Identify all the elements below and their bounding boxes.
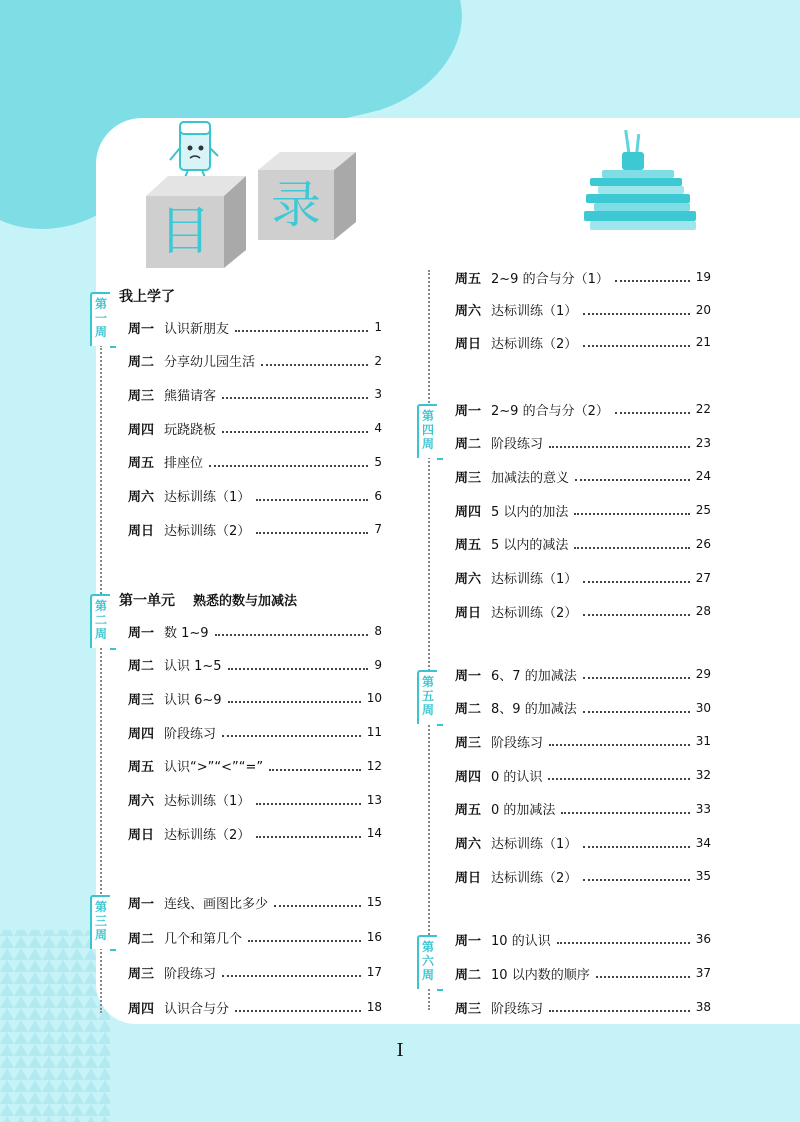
- toc-entry[interactable]: [455, 730, 711, 752]
- leader-dots: [583, 345, 689, 347]
- leader-dots: [549, 446, 690, 448]
- entry-page-number: 28: [695, 604, 711, 619]
- entry-title: 达标训练（2）: [491, 605, 578, 621]
- leader-dots: [583, 313, 689, 315]
- entry-day: 周三: [128, 966, 155, 982]
- section-title-2: [119, 590, 297, 610]
- leader-dots: [222, 735, 361, 737]
- entry-title: 玩跷跷板: [164, 422, 217, 438]
- entry-page-number: 27: [695, 570, 711, 585]
- heading-char-2: 录: [271, 176, 321, 234]
- entry-title: 几个和第几个: [164, 931, 243, 947]
- leader-dots: [549, 1010, 690, 1012]
- entry-page-number: 31: [695, 734, 711, 749]
- leader-dots: [215, 634, 369, 636]
- leader-dots: [256, 532, 368, 534]
- week-tab-1: 第一周: [90, 292, 110, 346]
- leader-dots: [583, 581, 689, 583]
- entry-page-number: 24: [695, 469, 711, 484]
- entry-page-number: 33: [695, 801, 711, 816]
- leader-dots: [235, 1010, 361, 1012]
- entry-day: 周三: [455, 735, 482, 751]
- entry-day: 周六: [128, 794, 155, 809]
- entry-page-number: 9: [374, 657, 382, 672]
- entry-title: 0 的认识: [491, 769, 543, 785]
- toc-entry[interactable]: [128, 485, 382, 507]
- entry-page-number: 1: [374, 320, 382, 334]
- leader-dots: [583, 614, 689, 616]
- entry-day: 周二: [455, 967, 482, 983]
- right-column-timeline: [428, 270, 430, 1010]
- entry-page-number: 30: [695, 700, 711, 715]
- entry-day: 周日: [128, 523, 155, 539]
- toc-entry[interactable]: [455, 331, 711, 353]
- entry-page-number: 35: [695, 869, 711, 884]
- toc-entry[interactable]: [128, 926, 382, 948]
- entry-page-number: 17: [366, 965, 382, 979]
- entry-page-number: 13: [366, 792, 382, 807]
- toc-entry[interactable]: [128, 620, 382, 642]
- entry-day: 周六: [128, 490, 155, 505]
- entry-title: 加减法的意义: [491, 470, 570, 486]
- toc-entry[interactable]: [455, 432, 711, 454]
- entry-title: 认识新朋友: [164, 321, 230, 337]
- toc-entry[interactable]: [455, 465, 711, 487]
- heading-char-1: 目: [158, 202, 211, 262]
- page-number: I: [396, 1040, 404, 1061]
- leader-dots: [256, 803, 360, 805]
- toc-entry[interactable]: [128, 451, 382, 473]
- entry-day: 周三: [128, 388, 155, 404]
- entry-title: 认识合与分: [164, 1001, 230, 1017]
- leader-dots: [235, 330, 368, 332]
- entry-day: 周日: [455, 870, 482, 886]
- toc-entry[interactable]: [455, 798, 711, 820]
- entry-title: 6、7 的加减法: [491, 668, 577, 684]
- leader-dots: [596, 976, 690, 978]
- entry-day: 周一: [128, 625, 155, 641]
- entry-title: 达标训练（1）: [491, 837, 578, 852]
- entry-title: 熊猫请客: [164, 388, 217, 404]
- leader-dots: [549, 744, 690, 746]
- entry-page-number: 22: [695, 402, 711, 416]
- entry-day: 周六: [455, 572, 482, 587]
- entry-day: 周五: [455, 538, 482, 554]
- entry-day: 周一: [128, 896, 155, 912]
- entry-day: 周三: [455, 470, 482, 486]
- toc-entry[interactable]: [455, 266, 711, 288]
- leader-dots: [269, 769, 361, 771]
- toc-entry[interactable]: [128, 755, 382, 777]
- leader-dots: [222, 397, 368, 399]
- entry-page-number: 11: [366, 725, 382, 740]
- week-tab-4: 第四周: [417, 404, 437, 458]
- entry-day: 周五: [128, 456, 155, 472]
- leader-dots: [209, 465, 368, 467]
- leader-dots: [256, 836, 360, 838]
- entry-title: 达标训练（1）: [491, 572, 578, 587]
- entry-page-number: 15: [366, 895, 382, 909]
- entry-day: 周二: [128, 355, 155, 371]
- entry-title: 10 的认识: [491, 933, 551, 949]
- entry-day: 周三: [128, 692, 155, 708]
- entry-title: 阶段练习: [164, 726, 217, 742]
- eraser-mascot-icon: [170, 122, 218, 180]
- entry-day: 周五: [455, 803, 482, 819]
- week-tab-2: 第二周: [90, 594, 110, 648]
- entry-day: 周六: [455, 837, 482, 852]
- entry-title: 阶段练习: [491, 437, 544, 453]
- entry-page-number: 19: [695, 270, 711, 284]
- entry-title: 达标训练（2）: [491, 336, 578, 352]
- entry-page-number: 23: [695, 435, 711, 450]
- leader-dots: [228, 701, 361, 703]
- leader-dots: [574, 513, 689, 515]
- leader-dots: [222, 431, 368, 433]
- toc-entry[interactable]: [455, 299, 711, 321]
- entry-day: 周四: [128, 1001, 155, 1017]
- entry-title: 连线、画图比多少: [164, 896, 269, 912]
- leader-dots: [615, 280, 690, 282]
- entry-day: 周一: [455, 933, 482, 949]
- entry-title: 达标训练（2）: [164, 827, 251, 843]
- leader-dots: [261, 364, 368, 366]
- section-title-2-main: 第一单元: [119, 593, 175, 609]
- toc-entry[interactable]: [128, 687, 382, 709]
- entry-page-number: 4: [374, 421, 382, 436]
- entry-day: 周一: [455, 668, 482, 684]
- toc-entry[interactable]: [455, 865, 711, 887]
- entry-page-number: 26: [695, 536, 711, 551]
- leader-dots: [557, 942, 690, 944]
- entry-page-number: 5: [374, 454, 382, 469]
- entry-title: 0 的加减法: [491, 803, 556, 819]
- entry-day: 周三: [455, 1001, 482, 1017]
- entry-page-number: 37: [695, 966, 711, 980]
- entry-page-number: 3: [374, 387, 382, 402]
- entry-day: 周日: [455, 605, 482, 621]
- toc-entry[interactable]: [128, 383, 382, 405]
- entry-page-number: 32: [695, 768, 711, 783]
- entry-page-number: 29: [695, 667, 711, 681]
- section-title-1: 我上学了: [119, 289, 175, 305]
- toc-entry[interactable]: [455, 996, 711, 1018]
- entry-title: 5 以内的减法: [491, 538, 569, 554]
- entry-title: 5 以内的加法: [491, 504, 569, 520]
- entry-day: 周二: [455, 437, 482, 453]
- toc-entry[interactable]: [128, 961, 382, 983]
- entry-title: 达标训练（2）: [164, 523, 251, 539]
- entry-day: 周日: [455, 336, 482, 352]
- toc-entry[interactable]: [128, 789, 382, 811]
- leader-dots: [583, 677, 690, 679]
- entry-page-number: 7: [374, 522, 382, 537]
- entry-page-number: 16: [366, 930, 382, 944]
- leader-dots: [583, 879, 689, 881]
- toc-entry[interactable]: [128, 721, 382, 743]
- entry-page-number: 25: [695, 503, 711, 518]
- entry-day: 周四: [128, 422, 155, 438]
- entry-day: 周六: [455, 304, 482, 319]
- entry-day: 周二: [128, 931, 155, 947]
- entry-page-number: 36: [695, 932, 711, 946]
- toc-entry[interactable]: [455, 499, 711, 521]
- entry-title: 阶段练习: [491, 1001, 544, 1017]
- toc-entry[interactable]: [128, 350, 382, 372]
- toc-entry[interactable]: [128, 891, 382, 913]
- toc-entry[interactable]: [455, 962, 711, 984]
- leader-dots: [574, 547, 689, 549]
- entry-page-number: 2: [374, 353, 382, 368]
- entry-day: 周日: [128, 827, 155, 843]
- entry-title: 达标训练（1）: [491, 304, 578, 319]
- leader-dots: [583, 711, 690, 713]
- entry-page-number: 6: [374, 488, 382, 503]
- entry-title: 数 1~9: [164, 625, 209, 641]
- toc-entry[interactable]: [455, 600, 711, 622]
- entry-title: 2~9 的合与分（1）: [491, 271, 609, 287]
- entry-title: 阶段练习: [491, 735, 544, 751]
- leader-dots: [561, 812, 689, 814]
- leader-dots: [256, 499, 368, 501]
- entry-title: 认识“>”“<”“=”: [164, 760, 264, 776]
- toc-entry[interactable]: [455, 663, 711, 685]
- toc-entry[interactable]: [455, 928, 711, 950]
- entry-day: 周二: [128, 659, 155, 675]
- entry-title: 10 以内数的顺序: [491, 967, 590, 983]
- entry-day: 周二: [455, 702, 482, 718]
- entry-day: 周四: [455, 769, 482, 785]
- leader-dots: [228, 668, 369, 670]
- toc-entry[interactable]: [455, 398, 711, 420]
- toc-entry[interactable]: [128, 316, 382, 338]
- entry-page-number: 21: [695, 335, 711, 349]
- entry-title: 认识 6~9: [164, 692, 222, 708]
- entry-page-number: 14: [366, 826, 382, 841]
- entry-title: 2~9 的合与分（2）: [491, 403, 609, 419]
- toc-entry[interactable]: [128, 996, 382, 1018]
- entry-title: 达标训练（1）: [164, 490, 251, 505]
- week-tab-3: 第三周: [90, 895, 110, 949]
- entry-title: 达标训练（1）: [164, 794, 251, 809]
- entry-title: 认识 1~5: [164, 659, 222, 675]
- book-stack-icon: [584, 128, 700, 238]
- entry-page-number: 18: [366, 1000, 382, 1014]
- toc-entry[interactable]: [128, 417, 382, 439]
- entry-page-number: 12: [366, 758, 382, 773]
- leader-dots: [575, 479, 690, 481]
- entry-day: 周五: [455, 271, 482, 287]
- toc-entry[interactable]: [128, 822, 382, 844]
- leader-dots: [222, 975, 361, 977]
- entry-day: 周四: [455, 504, 482, 520]
- toc-entry[interactable]: [455, 832, 711, 854]
- entry-title: 达标训练（2）: [491, 870, 578, 886]
- section-title-2-sub: 熟悉的数与加减法: [193, 594, 298, 609]
- entry-day: 周四: [128, 726, 155, 742]
- entry-day: 周五: [128, 760, 155, 776]
- toc-entry[interactable]: [455, 567, 711, 589]
- toc-entry[interactable]: [455, 533, 711, 555]
- leader-dots: [583, 846, 689, 848]
- entry-page-number: 8: [374, 624, 382, 638]
- week-tab-5: 第五周: [417, 670, 437, 724]
- leader-dots: [615, 412, 690, 414]
- entry-page-number: 20: [695, 302, 711, 317]
- leader-dots: [248, 940, 361, 942]
- toc-entry[interactable]: [455, 764, 711, 786]
- week-tab-6: 第六周: [417, 935, 437, 989]
- leader-dots: [274, 905, 361, 907]
- entry-page-number: 34: [695, 835, 711, 850]
- entry-day: 周一: [128, 321, 155, 337]
- entry-title: 阶段练习: [164, 966, 217, 982]
- entry-title: 排座位: [164, 456, 204, 472]
- entry-day: 周一: [455, 403, 482, 419]
- toc-entry[interactable]: [128, 654, 382, 676]
- entry-title: 分享幼儿园生活: [164, 355, 256, 371]
- toc-entry[interactable]: [128, 518, 382, 540]
- leader-dots: [548, 778, 689, 780]
- entry-page-number: 10: [366, 691, 382, 706]
- entry-page-number: 38: [695, 1000, 711, 1014]
- entry-title: 8、9 的加减法: [491, 702, 577, 718]
- toc-entry[interactable]: [455, 697, 711, 719]
